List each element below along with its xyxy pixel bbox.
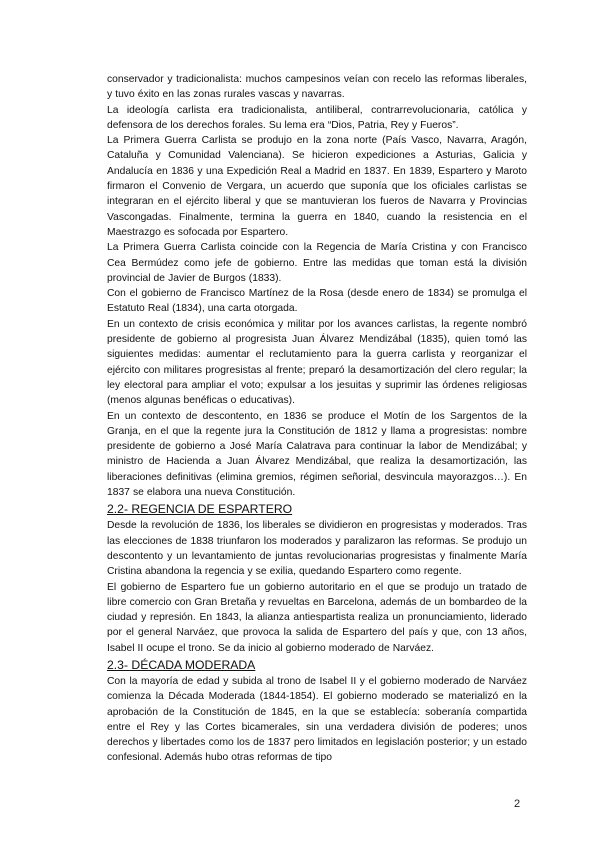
paragraph-motin-la-granja: En un contexto de descontento, en 1836 se produce el Motín de los Sargentos de la Granja, en el que la regente jura la Constitución de 1812 y llama a progresistas: nombre presidente de gobierno a José María Calatrava para continuar la labor de Mendizábal; y ministro de Hacienda a Juan Álvarez Mendizábal, que realiza la desamortización, las liberaciones definitivas (elimina gremios, régimen señorial, desvincula mayorazgos…). En 1837 se elabora una nueva Constitución. <box>107 410 527 499</box>
section-heading-decada-moderada: 2.3- DÉCADA MODERADA <box>107 657 256 672</box>
paragraph-espartero-government: El gobierno de Espartero fue un gobierno autoritario en el que se produjo un tratado de libre comercio con Gran Bretaña y revueltas en Barcelona, además de un bombardeo de la ciudad y represión. En 1843, la alianza antiespartista realiza un pronunciamiento, liderado por el general Narváez, que provoca la salida de Espartero del país y que, con 13 años, Isabel II ocupe el trono. Se da inicio al gobierno moderado de Narváez. <box>107 581 527 654</box>
paragraph-martinez-de-la-rosa: Con el gobierno de Francisco Martínez de la Rosa (desde enero de 1834) se promulga el Estatuto Real (1834), una carta otorgada. <box>107 288 527 315</box>
paragraph-carlist-ideology: La ideología carlista era tradicionalista, antiliberal, contrarrevolucionaria, católica y defensora de los derechos forales. Su lema era “Dios, Patria, Rey y Fueros”. <box>107 104 527 131</box>
paragraph-carlism-support: conservador y tradicionalista: muchos campesinos veían con recelo las reformas liberales, y tuvo éxito en las zonas rurales vascas y navarras. <box>107 74 527 101</box>
paragraph-first-carlist-war: La Primera Guerra Carlista se produjo en la zona norte (País Vasco, Navarra, Aragón, Cataluña y Comunidad Valenciana). Se hicieron expediciones a Asturias, Galicia y Andalucía en 1836 y una Expedición Real a Madrid en 1837. En 1839, Espartero y Maroto firmaron el Convenio de Vergara, un acuerdo que suponía que los oficiales carlistas se integraran en el ejército liberal y que se mantuvieran los fueros de Navarra y Provincias Vascongadas. Finalmente, termina la guerra en 1840, cuando la resistencia en el Maestrazgo es sofocada por Espartero. <box>107 135 527 238</box>
page-number: 2 <box>514 798 521 810</box>
document-page <box>107 72 527 766</box>
section-heading-regencia-espartero: 2.2- REGENCIA DE ESPARTERO <box>107 502 293 517</box>
paragraph-regency-maria-cristina: La Primera Guerra Carlista coincide con la Regencia de María Cristina y con Francisco Cea Bermúdez como jefe de gobierno. Entre las medidas que toman está la división provincial de Javier de Burgos (1833). <box>107 242 527 284</box>
paragraph-liberal-division: Desde la revolución de 1836, los liberales se dividieron en progresistas y moderados. Tras las elecciones de 1838 triunfaron los moderados y paralizaron las reformas. Se produjo un descontento y un levantamiento de juntas revolucionarias progresistas y finalmente María Cristina abandona la regencia y se exilia, quedando Espartero como regente. <box>107 520 527 578</box>
paragraph-decada-moderada: Con la mayoría de edad y subida al trono de Isabel II y el gobierno moderado de Narváez comienza la Década Moderada (1844-1854). El gobierno moderado se materializó en la aprobación de la Constitución de 1845, en la que se establecía: soberanía compartida entre el Rey y las Cortes bicamerales, sin una verdadera división de poderes; unos derechos y libertades como los de 1837 pero limitados en legislación posterior; y un estado confesional. Además hubo otras reformas de tipo <box>107 675 527 764</box>
paragraph-mendizabal: En un contexto de crisis económica y militar por los avances carlistas, la regente nombró presidente de gobierno al progresista Juan Álvarez Mendizábal (1835), quien tomó las siguientes medidas: aumentar el reclutamiento para la guerra carlista y reorganizar el ejército con militares progresistas al frente; preparó la desamortización del clero regular; la ley electoral para ampliar el voto; expulsar a los jesuitas y suprimir las órdenes religiosas (menos algunas benéficas o educativas). <box>107 318 527 407</box>
